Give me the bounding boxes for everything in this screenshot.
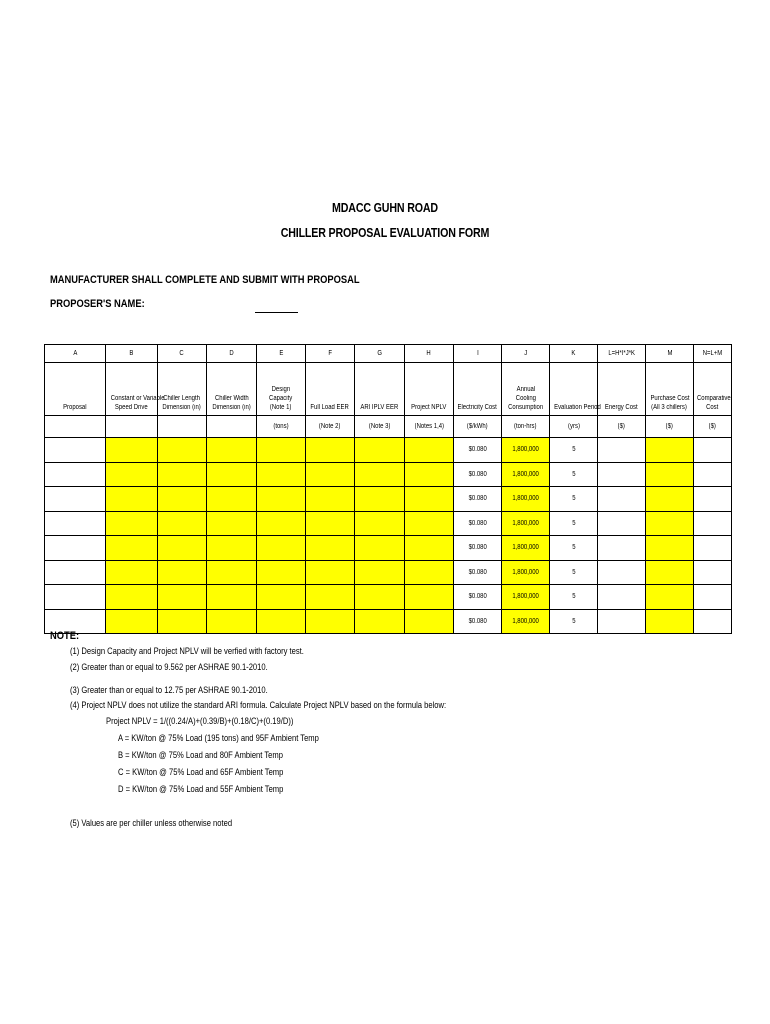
- input-cell[interactable]: [106, 438, 158, 463]
- evaluation-period-cell[interactable]: 5: [550, 536, 598, 561]
- input-cell[interactable]: [45, 438, 106, 463]
- annual-consumption-cell[interactable]: 1,800,000: [502, 487, 550, 512]
- input-cell[interactable]: [598, 536, 646, 561]
- electricity-cost-cell[interactable]: $0.080: [454, 438, 502, 463]
- input-cell[interactable]: [306, 536, 355, 561]
- input-cell[interactable]: [45, 511, 106, 536]
- input-cell[interactable]: [257, 536, 306, 561]
- input-cell[interactable]: [405, 560, 454, 585]
- column-header: Full Load EER: [306, 363, 355, 416]
- column-letter: K: [550, 345, 598, 363]
- note-2: (2) Greater than or equal to 9.562 per ASHRAE 90.1-2010.: [70, 662, 268, 673]
- input-cell[interactable]: [158, 438, 207, 463]
- input-cell[interactable]: [694, 609, 732, 634]
- input-cell[interactable]: [355, 536, 405, 561]
- input-cell[interactable]: [257, 560, 306, 585]
- input-cell[interactable]: [646, 462, 694, 487]
- input-cell[interactable]: [45, 585, 106, 610]
- annual-consumption-cell[interactable]: 1,800,000: [502, 536, 550, 561]
- input-cell[interactable]: [306, 560, 355, 585]
- column-header: Chiller Length Dimension (in): [158, 363, 207, 416]
- input-cell[interactable]: [306, 487, 355, 512]
- column-header: Project NPLV: [405, 363, 454, 416]
- column-letter: I: [454, 345, 502, 363]
- input-cell[interactable]: [355, 560, 405, 585]
- input-cell[interactable]: [405, 462, 454, 487]
- input-cell[interactable]: [598, 609, 646, 634]
- column-unit: ($): [646, 416, 694, 438]
- input-cell[interactable]: [405, 487, 454, 512]
- form-title-line2: CHILLER PROPOSAL EVALUATION FORM: [280, 225, 490, 240]
- formula-b-definition: B = KW/ton @ 75% Load and 80F Ambient Temp: [118, 750, 283, 761]
- input-cell[interactable]: [306, 585, 355, 610]
- input-cell[interactable]: [207, 487, 257, 512]
- column-header: Purchase Cost (All 3 chillers): [646, 363, 694, 416]
- input-cell[interactable]: [355, 609, 405, 634]
- input-cell[interactable]: [646, 487, 694, 512]
- electricity-cost-cell[interactable]: $0.080: [454, 560, 502, 585]
- column-letter: H: [405, 345, 454, 363]
- input-cell[interactable]: [158, 487, 207, 512]
- annual-consumption-cell[interactable]: 1,800,000: [502, 609, 550, 634]
- input-cell[interactable]: [405, 438, 454, 463]
- input-cell[interactable]: [257, 609, 306, 634]
- table-row: [45, 487, 732, 512]
- column-letter: N=L+M: [694, 345, 732, 363]
- input-cell[interactable]: [207, 560, 257, 585]
- input-cell[interactable]: [598, 511, 646, 536]
- input-cell[interactable]: [694, 585, 732, 610]
- electricity-cost-cell[interactable]: $0.080: [454, 585, 502, 610]
- input-cell[interactable]: [694, 438, 732, 463]
- input-cell[interactable]: [158, 462, 207, 487]
- column-unit: [158, 416, 207, 438]
- input-cell[interactable]: [257, 487, 306, 512]
- column-unit: (yrs): [550, 416, 598, 438]
- column-letter: E: [257, 345, 306, 363]
- evaluation-period-cell[interactable]: 5: [550, 585, 598, 610]
- input-cell[interactable]: [45, 487, 106, 512]
- notes-title: NOTE:: [50, 630, 80, 642]
- input-cell[interactable]: [106, 487, 158, 512]
- evaluation-period-cell[interactable]: 5: [550, 462, 598, 487]
- annual-consumption-cell[interactable]: 1,800,000: [502, 462, 550, 487]
- column-letter: A: [45, 345, 106, 363]
- input-cell[interactable]: [45, 462, 106, 487]
- input-cell[interactable]: [45, 560, 106, 585]
- evaluation-table: [44, 344, 732, 634]
- input-cell[interactable]: [106, 462, 158, 487]
- input-cell[interactable]: [405, 609, 454, 634]
- input-cell[interactable]: [306, 438, 355, 463]
- input-cell[interactable]: [45, 536, 106, 561]
- annual-consumption-cell[interactable]: 1,800,000: [502, 560, 550, 585]
- input-cell[interactable]: [158, 511, 207, 536]
- input-cell[interactable]: [106, 511, 158, 536]
- electricity-cost-cell[interactable]: $0.080: [454, 511, 502, 536]
- column-unit: [106, 416, 158, 438]
- column-letter-row: [45, 345, 732, 363]
- input-cell[interactable]: [646, 536, 694, 561]
- column-header: Chiller Width Dimension (in): [207, 363, 257, 416]
- column-unit: (ton-hrs): [502, 416, 550, 438]
- column-header-row: [45, 363, 732, 416]
- column-letter: J: [502, 345, 550, 363]
- electricity-cost-cell[interactable]: $0.080: [454, 487, 502, 512]
- formula-a-definition: A = KW/ton @ 75% Load (195 tons) and 95F Ambient Temp: [118, 733, 319, 744]
- column-header: Electricity Cost: [454, 363, 502, 416]
- proposer-name-field[interactable]: [255, 312, 298, 313]
- column-letter: C: [158, 345, 207, 363]
- table-row: [45, 511, 732, 536]
- evaluation-period-cell[interactable]: 5: [550, 511, 598, 536]
- electricity-cost-cell[interactable]: $0.080: [454, 609, 502, 634]
- input-cell[interactable]: [257, 511, 306, 536]
- annual-consumption-cell[interactable]: 1,800,000: [502, 511, 550, 536]
- column-letter: D: [207, 345, 257, 363]
- input-cell[interactable]: [598, 560, 646, 585]
- column-letter: F: [306, 345, 355, 363]
- input-cell[interactable]: [694, 487, 732, 512]
- input-cell[interactable]: [257, 585, 306, 610]
- input-cell[interactable]: [646, 560, 694, 585]
- input-cell[interactable]: [598, 585, 646, 610]
- input-cell[interactable]: [694, 511, 732, 536]
- column-unit: ($): [598, 416, 646, 438]
- evaluation-period-cell[interactable]: 5: [550, 487, 598, 512]
- annual-consumption-cell[interactable]: 1,800,000: [502, 438, 550, 463]
- column-letter: L=H*I*J*K: [598, 345, 646, 363]
- column-header: Annual Cooling Consumption: [502, 363, 550, 416]
- input-cell[interactable]: [207, 462, 257, 487]
- column-unit: (tons): [257, 416, 306, 438]
- input-cell[interactable]: [158, 560, 207, 585]
- table-row: [45, 609, 732, 634]
- input-cell[interactable]: [306, 609, 355, 634]
- table-row: [45, 536, 732, 561]
- table-row: [45, 462, 732, 487]
- column-header: Comparative Cost: [694, 363, 732, 416]
- table-row: [45, 560, 732, 585]
- input-cell[interactable]: [207, 438, 257, 463]
- input-cell[interactable]: [646, 585, 694, 610]
- input-cell[interactable]: [405, 511, 454, 536]
- column-unit: (Note 3): [355, 416, 405, 438]
- formula-c-definition: C = KW/ton @ 75% Load and 65F Ambient Temp: [118, 767, 284, 778]
- input-cell[interactable]: [106, 585, 158, 610]
- input-cell[interactable]: [207, 585, 257, 610]
- note-1: (1) Design Capacity and Project NPLV will be verfied with factory test.: [70, 646, 304, 657]
- input-cell[interactable]: [355, 487, 405, 512]
- column-letter: M: [646, 345, 694, 363]
- input-cell[interactable]: [646, 511, 694, 536]
- input-cell[interactable]: [106, 536, 158, 561]
- evaluation-period-cell[interactable]: 5: [550, 609, 598, 634]
- electricity-cost-cell[interactable]: $0.080: [454, 462, 502, 487]
- input-cell[interactable]: [405, 585, 454, 610]
- input-cell[interactable]: [207, 609, 257, 634]
- input-cell[interactable]: [257, 462, 306, 487]
- input-cell[interactable]: [694, 536, 732, 561]
- column-units-row: [45, 416, 732, 438]
- input-cell[interactable]: [355, 511, 405, 536]
- column-header: Design Capacity (Note 1): [257, 363, 306, 416]
- column-header: Evaluation Period: [550, 363, 598, 416]
- column-header: Constant or Variable Speed Drive: [106, 363, 158, 416]
- note-4: (4) Project NPLV does not utilize the standard ARI formula. Calculate Project NPLV based on the formula below:: [70, 700, 447, 711]
- table-row: [45, 585, 732, 610]
- input-cell[interactable]: [355, 438, 405, 463]
- column-unit: ($/kWh): [454, 416, 502, 438]
- proposer-name-label: PROPOSER'S NAME:: [50, 298, 145, 310]
- input-cell[interactable]: [257, 438, 306, 463]
- input-cell[interactable]: [306, 462, 355, 487]
- note-3: (3) Greater than or equal to 12.75 per ASHRAE 90.1-2010.: [70, 685, 268, 696]
- column-header: ARI IPLV EER: [355, 363, 405, 416]
- column-unit: ($): [694, 416, 732, 438]
- input-cell[interactable]: [355, 585, 405, 610]
- column-letter: G: [355, 345, 405, 363]
- input-cell[interactable]: [646, 438, 694, 463]
- input-cell[interactable]: [106, 560, 158, 585]
- input-cell[interactable]: [106, 609, 158, 634]
- form-title-line1: MDACC GUHN ROAD: [332, 200, 438, 215]
- input-cell[interactable]: [646, 609, 694, 634]
- column-header: Energy Cost: [598, 363, 646, 416]
- input-cell[interactable]: [694, 560, 732, 585]
- input-cell[interactable]: [158, 609, 207, 634]
- note-5: (5) Values are per chiller unless otherwise noted: [70, 818, 233, 829]
- input-cell[interactable]: [207, 536, 257, 561]
- input-cell[interactable]: [207, 511, 257, 536]
- input-cell[interactable]: [598, 487, 646, 512]
- column-letter: B: [106, 345, 158, 363]
- input-cell[interactable]: [694, 462, 732, 487]
- input-cell[interactable]: [306, 511, 355, 536]
- annual-consumption-cell[interactable]: 1,800,000: [502, 585, 550, 610]
- input-cell[interactable]: [355, 462, 405, 487]
- nplv-formula: Project NPLV = 1/((0.24/A)+(0.39/B)+(0.18/C)+(0.19/D)): [106, 716, 294, 727]
- input-cell[interactable]: [158, 536, 207, 561]
- column-unit: [45, 416, 106, 438]
- formula-d-definition: D = KW/ton @ 75% Load and 55F Ambient Temp: [118, 784, 284, 795]
- table-row: [45, 438, 732, 463]
- column-header: Proposal: [45, 363, 106, 416]
- instruction-text: MANUFACTURER SHALL COMPLETE AND SUBMIT WITH PROPOSAL: [50, 274, 360, 286]
- column-unit: (Notes 1,4): [405, 416, 454, 438]
- input-cell[interactable]: [158, 585, 207, 610]
- input-cell[interactable]: [598, 438, 646, 463]
- evaluation-period-cell[interactable]: 5: [550, 438, 598, 463]
- column-unit: [207, 416, 257, 438]
- electricity-cost-cell[interactable]: $0.080: [454, 536, 502, 561]
- input-cell[interactable]: [598, 462, 646, 487]
- input-cell[interactable]: [405, 536, 454, 561]
- column-unit: (Note 2): [306, 416, 355, 438]
- evaluation-period-cell[interactable]: 5: [550, 560, 598, 585]
